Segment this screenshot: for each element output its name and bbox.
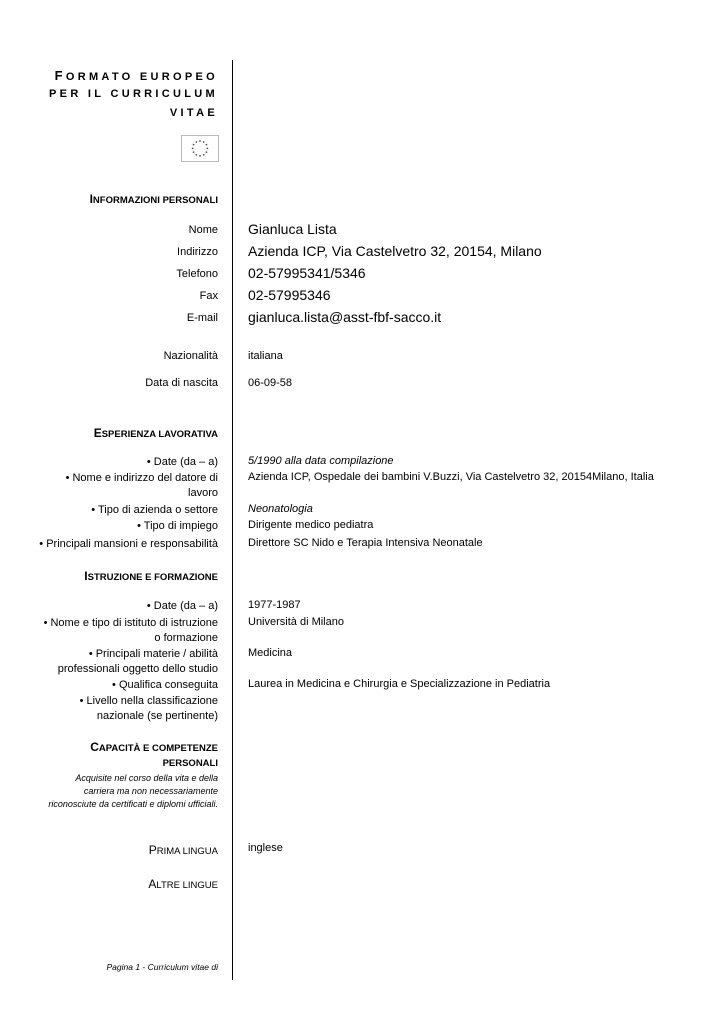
section-title-skills-line-1: CAPACITÀ E COMPETENZE <box>90 740 218 754</box>
cv-title-line-1: FORMATO EUROPEO <box>54 68 218 83</box>
value-exp-duties: Direttore SC Nido e Terapia Intensiva Neonatale <box>248 537 483 549</box>
label-data-nascita: Data di nascita <box>145 377 218 389</box>
label-edu-level: • Livello nella classificazione nazionale (se pertinente) <box>79 695 218 722</box>
value-nome: Gianluca Lista <box>248 221 337 237</box>
label-exp-duties: • Principali mansioni e responsabilità <box>39 538 218 550</box>
value-data-nascita: 06-09-58 <box>248 377 293 389</box>
label-email: E-mail <box>186 312 218 324</box>
value-edu-date: 1977-1987 <box>248 599 301 611</box>
section-title-experience: ESPERIENZA LAVORATIVA <box>93 426 218 440</box>
label-exp-employer: • Nome e indirizzo del datore di lavoro <box>65 472 218 499</box>
page-footer: Pagina 1 - Curriculum vitae di <box>106 962 218 972</box>
value-fax: 02-57995346 <box>248 287 331 303</box>
value-edu-qualification: Laurea in Medicina e Chirurgia e Specializzazione in Pediatria <box>248 678 551 690</box>
value-edu-subjects: Medicina <box>248 647 293 659</box>
skills-note: Acquisite nel corso della vita e della carriera ma non necessariamente riconosciute da certificati e diplomi ufficiali. <box>48 773 218 809</box>
label-telefono: Telefono <box>176 268 218 280</box>
value-exp-employer: Azienda ICP, Ospedale dei bambini V.Buzzi, Via Castelvetro 32, 20154Milano, Italia <box>248 471 654 483</box>
section-title-skills-line-2: PERSONALI <box>162 758 218 769</box>
label-exp-date: • Date (da – a) <box>146 456 218 468</box>
label-fax: Fax <box>199 290 218 302</box>
section-title-education: ISTRUZIONE E FORMAZIONE <box>84 569 218 583</box>
label-first-language: PRIMA LINGUA <box>148 843 218 857</box>
value-exp-job-type: Dirigente medico pediatra <box>248 519 374 531</box>
value-email: gianluca.lista@asst-fbf-sacco.it <box>248 309 442 325</box>
value-first-language: inglese <box>248 842 283 854</box>
section-title-personal: INFORMAZIONI PERSONALI <box>89 192 218 206</box>
value-telefono: 02-57995341/5346 <box>248 265 366 281</box>
label-exp-sector: • Tipo di azienda o settore <box>91 504 218 516</box>
cv-title-line-2: PER IL CURRICULUM <box>49 88 218 100</box>
column-divider <box>232 60 233 980</box>
label-edu-qualification: • Qualifica conseguita <box>112 679 218 691</box>
cv-title-line-3: VITAE <box>169 107 218 119</box>
label-nome: Nome <box>188 224 218 236</box>
value-exp-date: 5/1990 alla data compilazione <box>248 455 394 467</box>
value-edu-institute: Università di Milano <box>248 616 344 628</box>
label-nazionalita: Nazionalità <box>163 350 218 362</box>
eu-flag-icon <box>181 135 219 162</box>
value-nazionalita: italiana <box>248 350 283 362</box>
label-edu-subjects: • Principali materie / abilità professionali oggetto dello studio <box>57 648 218 675</box>
label-edu-date: • Date (da – a) <box>146 600 218 612</box>
label-indirizzo: Indirizzo <box>177 246 218 258</box>
value-indirizzo: Azienda ICP, Via Castelvetro 32, 20154, Milano <box>248 243 542 259</box>
label-exp-job-type: • Tipo di impiego <box>137 520 218 532</box>
label-other-languages: ALTRE LINGUE <box>148 877 218 891</box>
label-edu-institute: • Nome e tipo di istituto di istruzione o formazione <box>43 617 218 644</box>
value-exp-sector: Neonatologia <box>248 503 313 515</box>
